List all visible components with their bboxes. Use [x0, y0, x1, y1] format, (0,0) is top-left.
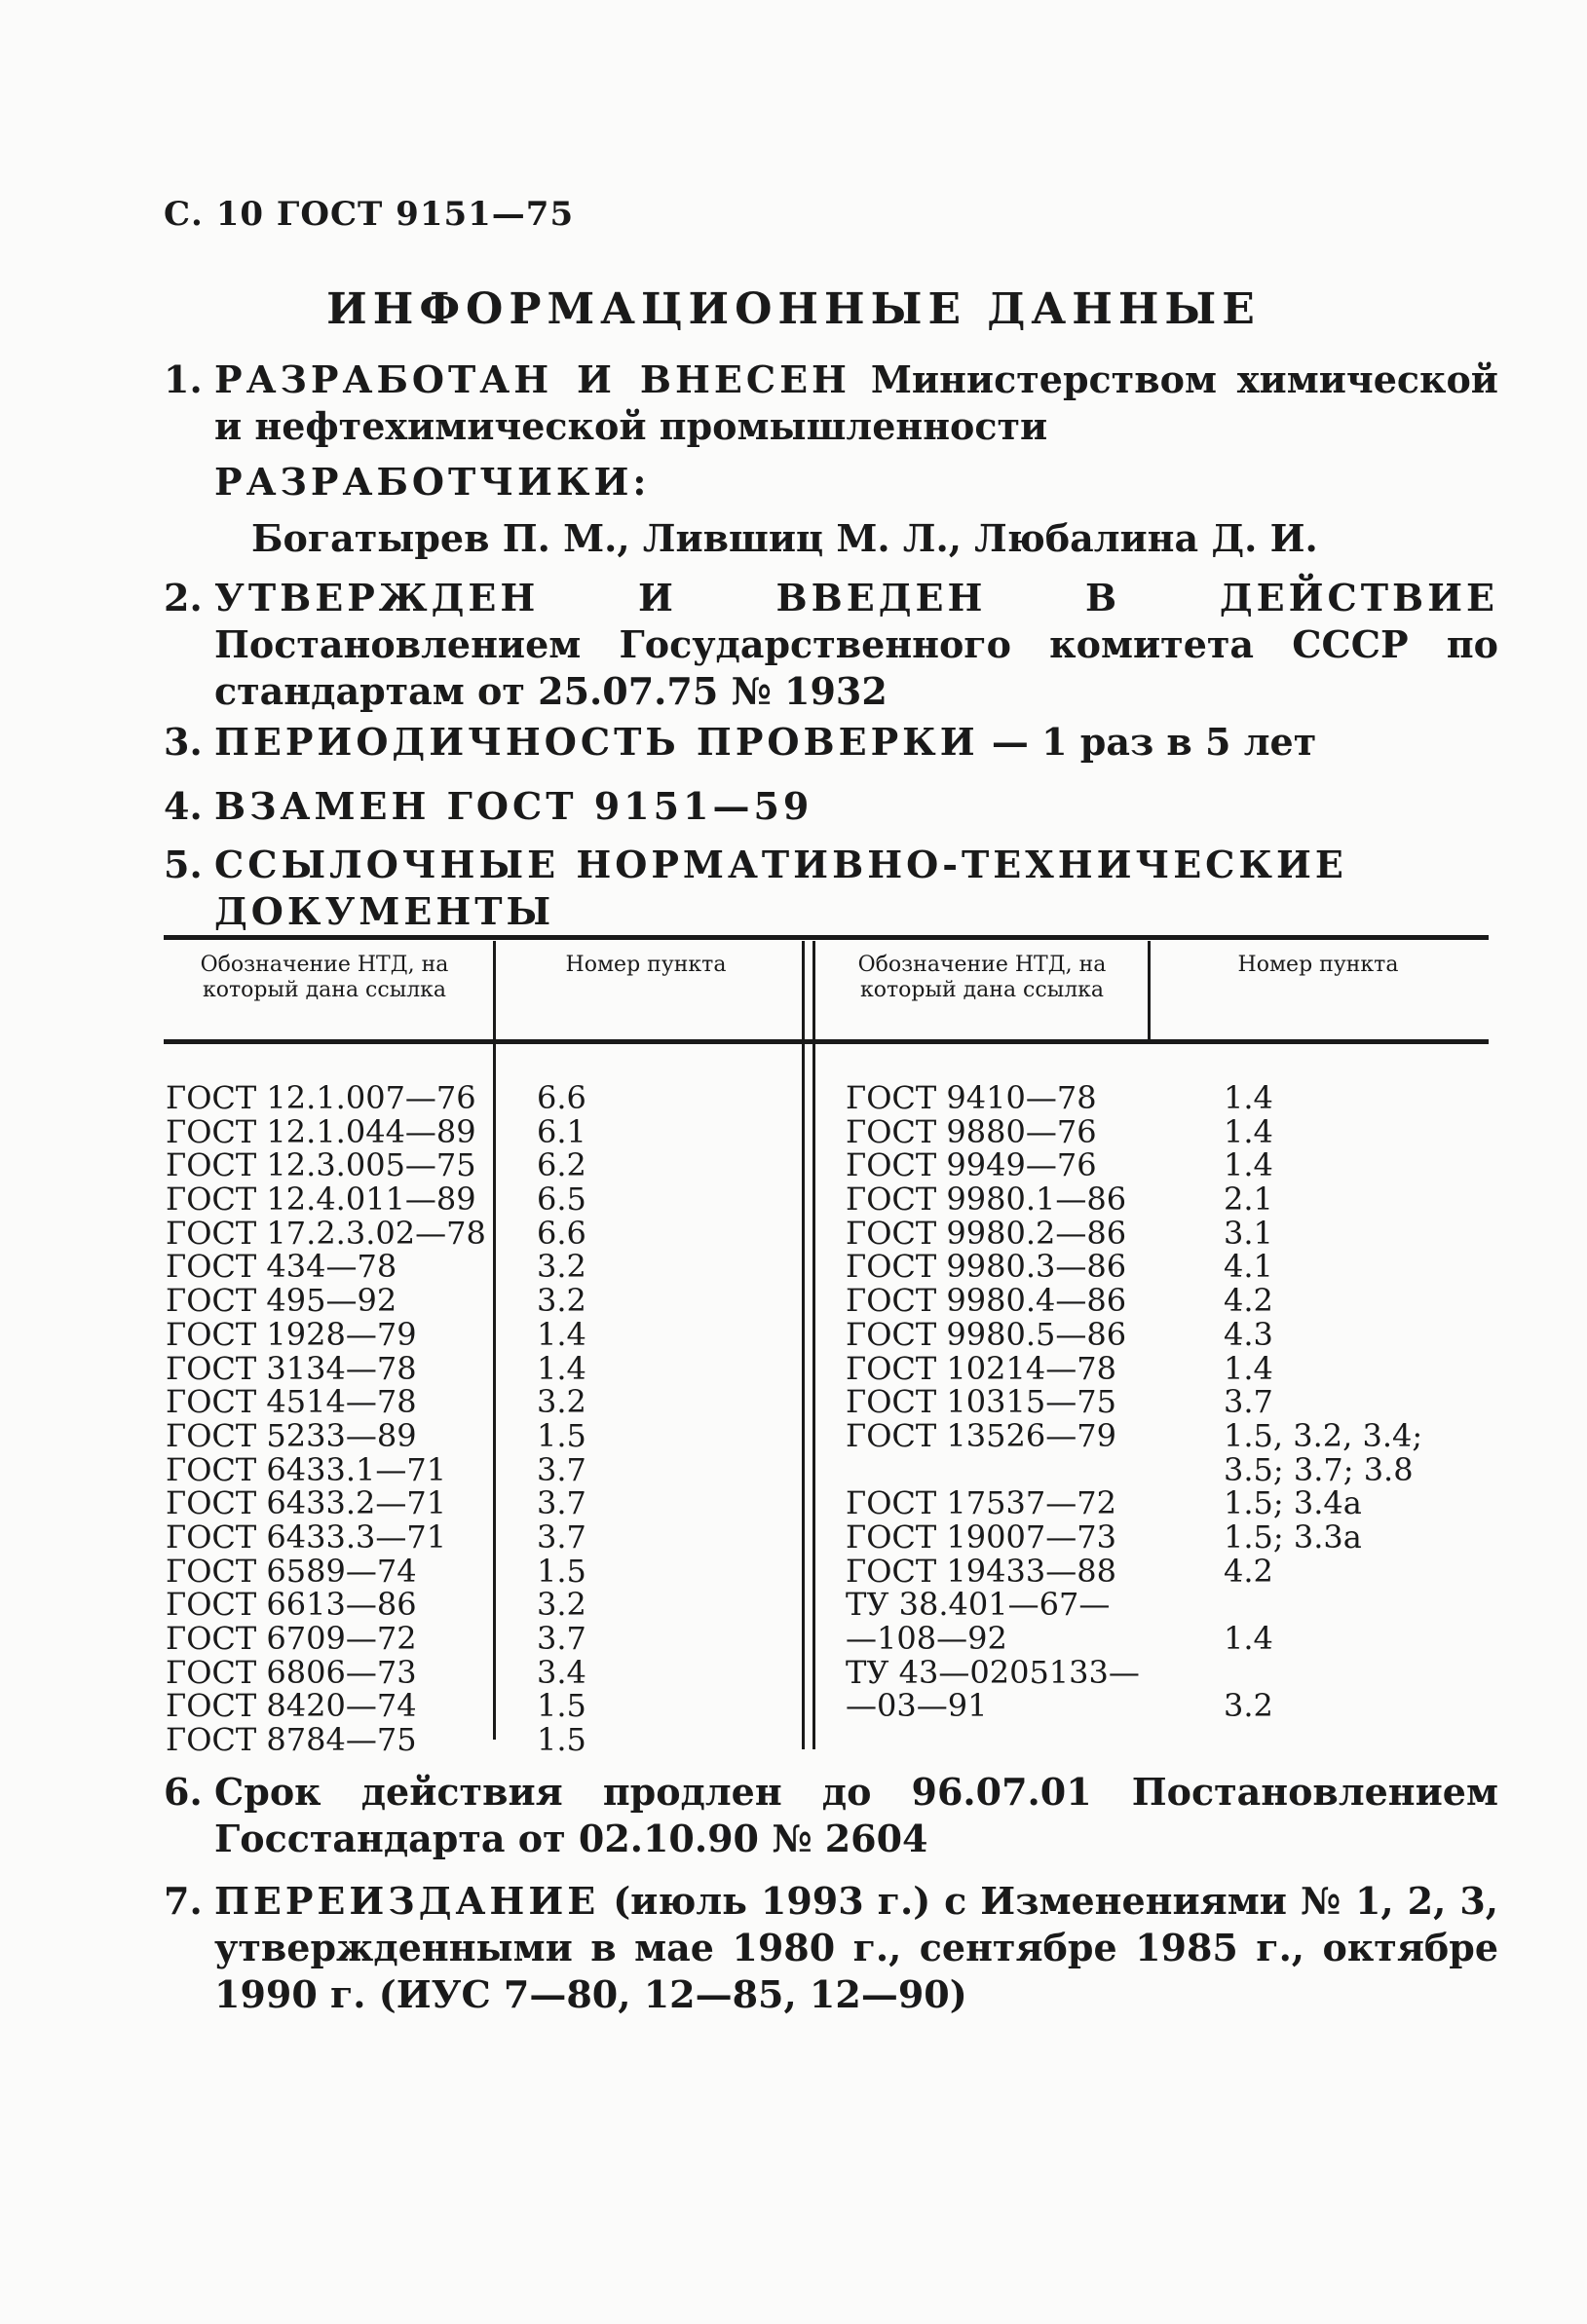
item-text: Срок действия продлен до 96.07.01 Постановлением Госстандарта от 02.10.90 № 2604 — [214, 1770, 1498, 1860]
table-cell-point: 3.4 — [537, 1653, 586, 1691]
table-cell-doc: ГОСТ 9980.4—86 — [846, 1282, 1127, 1320]
table-cell-point: 1.4 — [1224, 1620, 1273, 1657]
table-cell-doc: ГОСТ 12.1.044—89 — [166, 1112, 476, 1150]
references-table — [164, 935, 1489, 1759]
table-cell-point: 1.5; 3.3а — [1224, 1518, 1362, 1556]
table-cell-doc: ГОСТ 9410—78 — [846, 1079, 1097, 1116]
table-cell-point: 1.4 — [1224, 1349, 1273, 1387]
table-cell-point: 1.5 — [537, 1552, 586, 1590]
table-cell-doc: ГОСТ 8784—75 — [166, 1721, 417, 1759]
table-cell-point: 4.2 — [1224, 1282, 1273, 1320]
table-cell-doc: ГОСТ 12.3.005—75 — [166, 1146, 476, 1184]
table-cell-doc: ГОСТ 495—92 — [166, 1282, 397, 1320]
table-cell-doc: ГОСТ 9980.1—86 — [846, 1181, 1127, 1218]
item-1 — [164, 356, 1498, 450]
table-cell-doc: ТУ 38.401—67— — [846, 1586, 1111, 1624]
table-cell-point: 3.2 — [537, 1282, 586, 1320]
table-cell-doc: ГОСТ 9949—76 — [846, 1146, 1097, 1184]
table-cell-point: 6.6 — [537, 1079, 586, 1116]
item-lead: ССЫЛОЧНЫЕ НОРМАТИВНО-ТЕХНИЧЕСКИЕ ДОКУМЕНТЫ — [214, 843, 1347, 933]
item-number: 1. — [164, 357, 203, 401]
table-cell-doc: ГОСТ 6613—86 — [166, 1586, 417, 1624]
table-cell-doc: ГОСТ 13526—79 — [846, 1416, 1116, 1454]
table-top-rule — [164, 935, 1489, 940]
table-cell-point — [1224, 1588, 1422, 1622]
item-number: 7. — [164, 1879, 203, 1923]
table-cell-doc: ГОСТ 4514—78 — [166, 1383, 417, 1421]
item-lead: УТВЕРЖДЕН И ВВЕДЕН В ДЕЙСТВИЕ — [214, 576, 1498, 619]
item-text: — 1 раз в 5 лет — [978, 720, 1317, 764]
table-cell-point: 3.7 — [537, 1450, 586, 1488]
table-cell-point: 3.7 — [537, 1484, 586, 1522]
right-doc-column — [846, 1081, 1140, 1757]
table-cell-doc: ГОСТ 19433—88 — [846, 1552, 1116, 1590]
table-cell-doc: ГОСТ 6709—72 — [166, 1620, 417, 1657]
developers-label: РАЗРАБОТЧИКИ: — [214, 460, 651, 504]
column-header: Обозначение НТД, на который дана ссылка — [857, 953, 1107, 1002]
table-cell-point: 1.4 — [1224, 1146, 1273, 1184]
column-header: Номер пункта — [1237, 953, 1399, 977]
table-header-rule — [164, 1039, 1489, 1044]
left-point-column — [537, 1081, 586, 1757]
table-cell-doc — [846, 1723, 1140, 1757]
item-6 — [164, 1769, 1498, 1862]
page-header: С. 10 ГОСТ 9151—75 — [164, 195, 575, 234]
left-doc-column — [166, 1081, 486, 1757]
item-number: 3. — [164, 720, 203, 764]
table-cell-doc: ГОСТ 10214—78 — [846, 1349, 1116, 1387]
table-cell-doc: ГОСТ 19007—73 — [846, 1518, 1116, 1556]
table-cell-point: 3.5; 3.7; 3.8 — [1224, 1450, 1414, 1488]
item-lead: ПЕРЕИЗДАНИЕ — [214, 1879, 600, 1923]
table-cell-point: 4.1 — [1224, 1248, 1273, 1286]
right-point-column — [1224, 1081, 1422, 1757]
item-number: 6. — [164, 1770, 203, 1814]
table-cell-point: 3.7 — [537, 1620, 586, 1657]
table-cell-point: 3.1 — [1224, 1214, 1273, 1252]
table-cell-doc: ГОСТ 9880—76 — [846, 1112, 1097, 1150]
item-text: Постановлением Государственного комитета СССР по стандартам от 25.07.75 № 1932 — [214, 622, 1498, 713]
table-cell-point: 4.2 — [1224, 1552, 1273, 1590]
table-cell-point: 3.2 — [1224, 1687, 1273, 1725]
table-cell-point: 1.5, 3.2, 3.4; — [1224, 1416, 1423, 1454]
table-cell-doc: ГОСТ 12.4.011—89 — [166, 1181, 476, 1218]
table-cell-point: 2.1 — [1224, 1181, 1273, 1218]
table-cell-doc: ГОСТ 6589—74 — [166, 1552, 417, 1590]
table-cell-point: 6.1 — [537, 1112, 586, 1150]
table-cell-point: 3.7 — [537, 1518, 586, 1556]
table-cell-point: 1.4 — [1224, 1079, 1273, 1116]
table-cell-doc: ГОСТ 434—78 — [166, 1248, 397, 1286]
item-text: (июль 1993 г.) с Изменениями № 1, 2, 3, утвержденными в мае 1980 г., сентябре 1985 г., октябре 1990 г. (ИУС 7—80, 12—85, 12—90) — [214, 1879, 1498, 2016]
item-2 — [164, 575, 1498, 715]
column-header: Обозначение НТД, на который дана ссылка — [200, 953, 449, 1002]
table-cell-point: 6.5 — [537, 1181, 586, 1218]
table-cell-point: 1.4 — [537, 1315, 586, 1353]
table-cell-point: 3.2 — [537, 1383, 586, 1421]
table-cell-doc: ГОСТ 1928—79 — [166, 1315, 417, 1353]
item-5 — [164, 842, 1498, 935]
column-divider-double — [802, 941, 815, 1749]
item-number: 5. — [164, 843, 203, 886]
table-cell-doc: ГОСТ 10315—75 — [846, 1383, 1116, 1421]
table-cell-doc: ГОСТ 17537—72 — [846, 1484, 1116, 1522]
table-cell-doc: ГОСТ 9980.3—86 — [846, 1248, 1127, 1286]
item-text: Министерством химической и нефтехимической промышленности — [214, 357, 1498, 448]
table-cell-point — [1224, 1723, 1422, 1757]
table-cell-doc: ГОСТ 12.1.007—76 — [166, 1079, 476, 1116]
item-3 — [164, 719, 1498, 766]
table-cell-doc: ГОСТ 5233—89 — [166, 1416, 417, 1454]
table-cell-point: 3.7 — [1224, 1383, 1273, 1421]
table-cell-point: 1.4 — [537, 1349, 586, 1387]
page-title: ИНФОРМАЦИОННЫЕ ДАННЫЕ — [326, 284, 1261, 334]
table-cell-doc: ГОСТ 3134—78 — [166, 1349, 417, 1387]
developers-list: Богатырев П. М., Лившиц М. Л., Любалина Д. И. — [251, 516, 1318, 560]
column-header: Номер пункта — [565, 953, 727, 977]
table-cell-doc: ГОСТ 6433.2—71 — [166, 1484, 447, 1522]
table-cell-point — [1224, 1656, 1422, 1690]
table-cell-doc: —108—92 — [846, 1620, 1007, 1657]
table-cell-point: 1.5 — [537, 1721, 586, 1759]
item-4 — [164, 783, 1498, 830]
column-divider — [493, 941, 496, 1740]
table-cell-doc: ГОСТ 9980.2—86 — [846, 1214, 1127, 1252]
item-lead: РАЗРАБОТАН И ВНЕСЕН — [214, 357, 850, 401]
item-7 — [164, 1878, 1498, 2018]
table-cell-doc: ГОСТ 9980.5—86 — [846, 1315, 1127, 1353]
table-cell-point: 1.5 — [537, 1416, 586, 1454]
table-cell-point: 6.6 — [537, 1214, 586, 1252]
table-cell-point: 4.3 — [1224, 1315, 1273, 1353]
table-cell-point: 1.5 — [537, 1687, 586, 1725]
table-cell-doc: ГОСТ 6433.3—71 — [166, 1518, 447, 1556]
column-divider — [1148, 941, 1151, 1040]
table-cell-doc: ГОСТ 17.2.3.02—78 — [166, 1214, 486, 1252]
table-cell-doc: ТУ 43—0205133— — [846, 1653, 1140, 1691]
table-cell-point: 1.5; 3.4а — [1224, 1484, 1362, 1522]
table-cell-doc: ГОСТ 6806—73 — [166, 1653, 417, 1691]
item-lead: ПЕРИОДИЧНОСТЬ ПРОВЕРКИ — [214, 720, 979, 764]
table-cell-point: 1.4 — [1224, 1112, 1273, 1150]
table-cell-doc: —03—91 — [846, 1687, 988, 1725]
table-cell-point: 3.2 — [537, 1586, 586, 1624]
table-cell-doc — [846, 1453, 1140, 1487]
table-cell-point: 3.2 — [537, 1248, 586, 1286]
table-cell-doc: ГОСТ 6433.1—71 — [166, 1450, 447, 1488]
item-number: 2. — [164, 576, 203, 619]
table-cell-doc: ГОСТ 8420—74 — [166, 1687, 417, 1725]
item-number: 4. — [164, 784, 203, 828]
item-lead: ВЗАМЕН ГОСТ 9151—59 — [214, 784, 813, 828]
table-cell-point: 6.2 — [537, 1146, 586, 1184]
